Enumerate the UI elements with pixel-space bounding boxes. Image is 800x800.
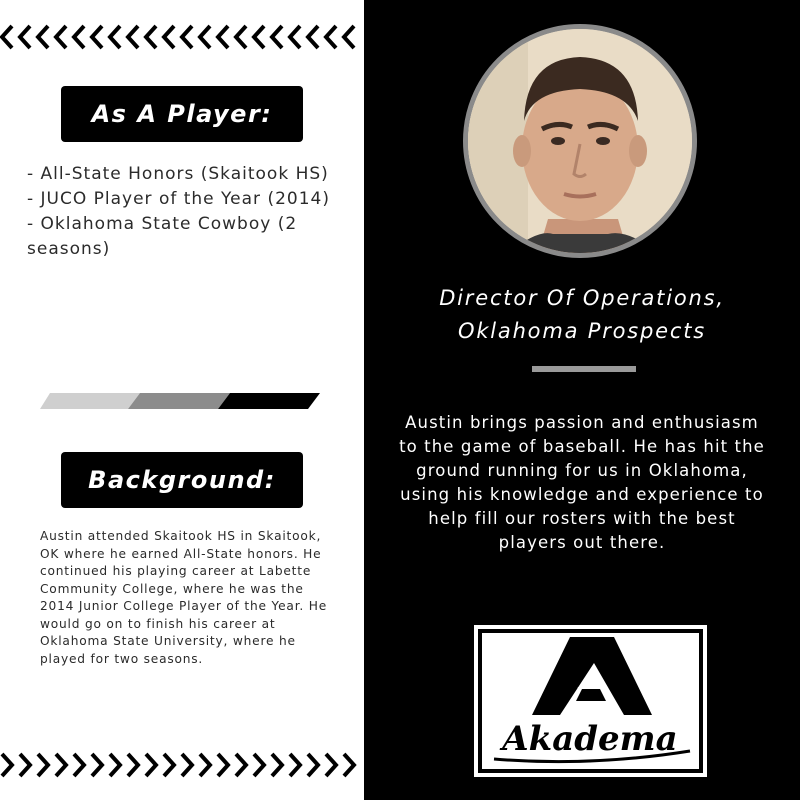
achievements-list [27, 162, 337, 262]
logo-wordmark: Akadema [502, 719, 678, 759]
role-title-line-1: Director Of Operations, [439, 286, 725, 310]
bio-text: Austin brings passion and enthusiasm to the game of baseball. He has hit the ground running for us in Oklahoma, using his knowledge and experience to help fill our rosters with the best players out there. [399, 413, 765, 552]
as-a-player-heading: As A Player: [61, 86, 303, 142]
background-text: Austin attended Skaitook HS in Skaitook, OK where he earned All-State honors. He continued his playing career at Labette Community College, where he was the 2014 Junior College Player of the Year. He would go on to finish his career at Oklahoma State University, where he played for two seasons. [40, 529, 327, 666]
title-divider [532, 366, 636, 372]
divider-stripe [40, 393, 320, 409]
role-title-line-2: Oklahoma Prospects [457, 319, 706, 343]
profile-photo [463, 24, 697, 258]
akadema-logo [474, 625, 707, 777]
background-heading: Background: [61, 452, 303, 508]
achievement-item: - All-State Honors (Skaitook HS) [27, 164, 329, 184]
achievement-item: - Oklahoma State Cowboy (2 seasons) [27, 214, 298, 259]
chevron-pattern-bottom [0, 750, 364, 780]
akadema-a-logo-icon [474, 625, 707, 777]
achievement-item: - JUCO Player of the Year (2014) [27, 189, 330, 209]
chevron-pattern-top [0, 22, 364, 52]
role-title [364, 282, 800, 348]
person-portrait-icon [468, 29, 692, 253]
left-panel [0, 0, 364, 800]
